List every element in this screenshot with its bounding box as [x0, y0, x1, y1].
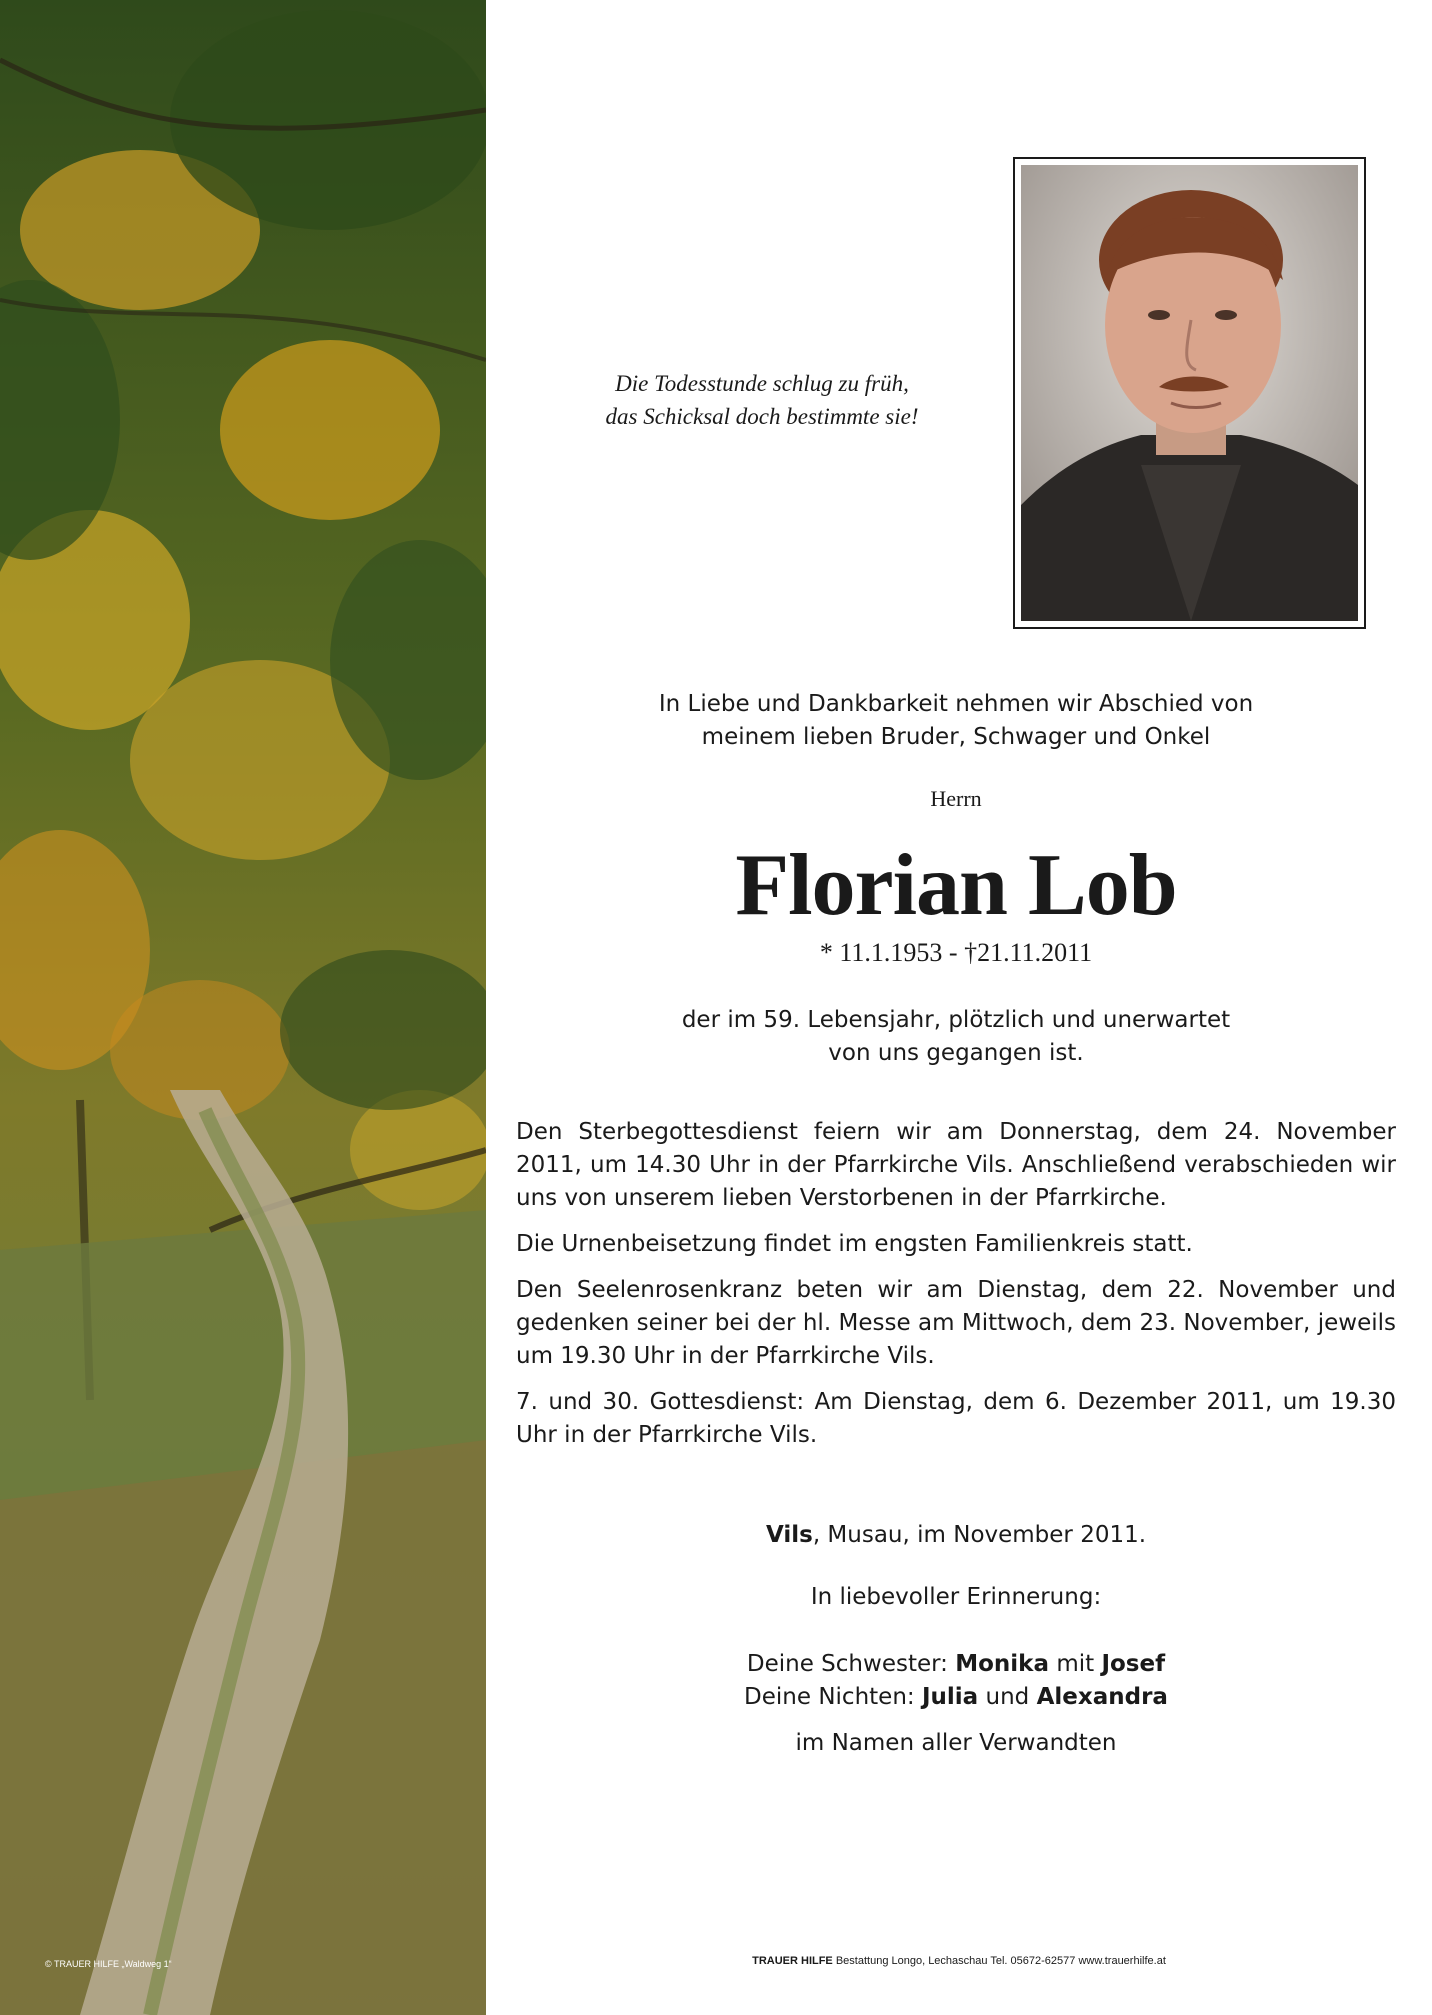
- obituary-content: [486, 0, 1432, 2015]
- passing-line-1: der im 59. Lebensjahr, plötzlich und unerwartet: [681, 1007, 1231, 1033]
- life-dates: [556, 938, 1356, 968]
- memorial-mass-paragraph: 7. und 30. Gottesdienst: Am Dienstag, dem 6. Dezember 2011, um 19.30 Uhr in der Pfarrkirche Vils.: [516, 1389, 1396, 1448]
- rosary-paragraph: Den Seelenrosenkranz beten wir am Dienstag, dem 22. November und gedenken seiner bei der hl. Messe am Mittwoch, dem 23. November, jeweils um 19.30 Uhr in der Pfarrkirche Vils.: [516, 1277, 1396, 1369]
- sister-conjunction: mit: [1056, 1651, 1095, 1677]
- passing-line-2: von uns gegangen ist.: [828, 1040, 1084, 1066]
- footer-brand: TRAUER HILFE: [752, 1955, 833, 1967]
- funeral-service-paragraph: Den Sterbegottesdienst feiern wir am Donnerstag, dem 24. November 2011, um 14.30 Uhr in der Pfarrkirche Vils. Anschließend verabschieden wir uns von unserem lieben Verstorbenen in der Pfarrkirche.: [516, 1119, 1396, 1211]
- date-separator: -: [948, 938, 958, 967]
- sister-label: Deine Schwester:: [746, 1651, 948, 1677]
- urn-burial-paragraph: Die Urnenbeisetzung findet im engsten Familienkreis statt.: [516, 1231, 1193, 1257]
- sister-partner-name: Josef: [1101, 1651, 1166, 1677]
- deceased-name: Florian Lob: [735, 837, 1177, 934]
- portrait-photo: [1013, 157, 1366, 629]
- intro-line-1: In Liebe und Dankbarkeit nehmen wir Abschied von: [658, 691, 1254, 717]
- place-date-rest: , Musau, im November 2011.: [812, 1522, 1147, 1548]
- forest-illustration: [0, 0, 486, 2015]
- birth-date: 11.1.1953: [839, 938, 943, 967]
- family-mourners: [556, 1648, 1356, 1714]
- death-date: 21.11.2011: [977, 938, 1093, 967]
- death-symbol: †: [964, 938, 978, 967]
- sister-name: Monika: [955, 1651, 1049, 1677]
- nieces-conjunction: und: [985, 1684, 1030, 1710]
- birth-symbol: *: [819, 938, 833, 967]
- autumn-forest-path-image: [0, 0, 486, 2015]
- motto-line-1: Die Todesstunde schlug zu früh,: [615, 371, 909, 396]
- place-and-date: [556, 1519, 1356, 1552]
- niece-name-2: Alexandra: [1036, 1684, 1168, 1710]
- place-name: Vils: [765, 1522, 813, 1548]
- footer-contact: Bestattung Longo, Lechaschau Tel. 05672-62577 www.trauerhilfe.at: [835, 1955, 1166, 1967]
- funeral-home-footer: [486, 1955, 1432, 1967]
- motto-quote: [546, 367, 978, 433]
- passing-statement: [556, 1004, 1356, 1070]
- portrait-illustration: [1021, 165, 1358, 621]
- nieces-label: Deine Nichten:: [744, 1684, 915, 1710]
- nieces-line: [556, 1681, 1356, 1714]
- intro-line-2: meinem lieben Bruder, Schwager und Onkel: [701, 724, 1211, 750]
- service-details: [516, 1116, 1396, 1465]
- motto-line-2: das Schicksal doch bestimmte sie!: [605, 404, 919, 429]
- remembrance-line: In liebevoller Erinnerung:: [810, 1584, 1102, 1610]
- image-credit: © TRAUER HILFE „Waldweg 1“: [45, 1959, 172, 1969]
- relatives-line: im Namen aller Verwandten: [795, 1730, 1117, 1756]
- farewell-intro: [556, 688, 1356, 754]
- niece-name-1: Julia: [921, 1684, 979, 1710]
- sister-line: [556, 1648, 1356, 1681]
- salutation: Herrn: [930, 786, 982, 811]
